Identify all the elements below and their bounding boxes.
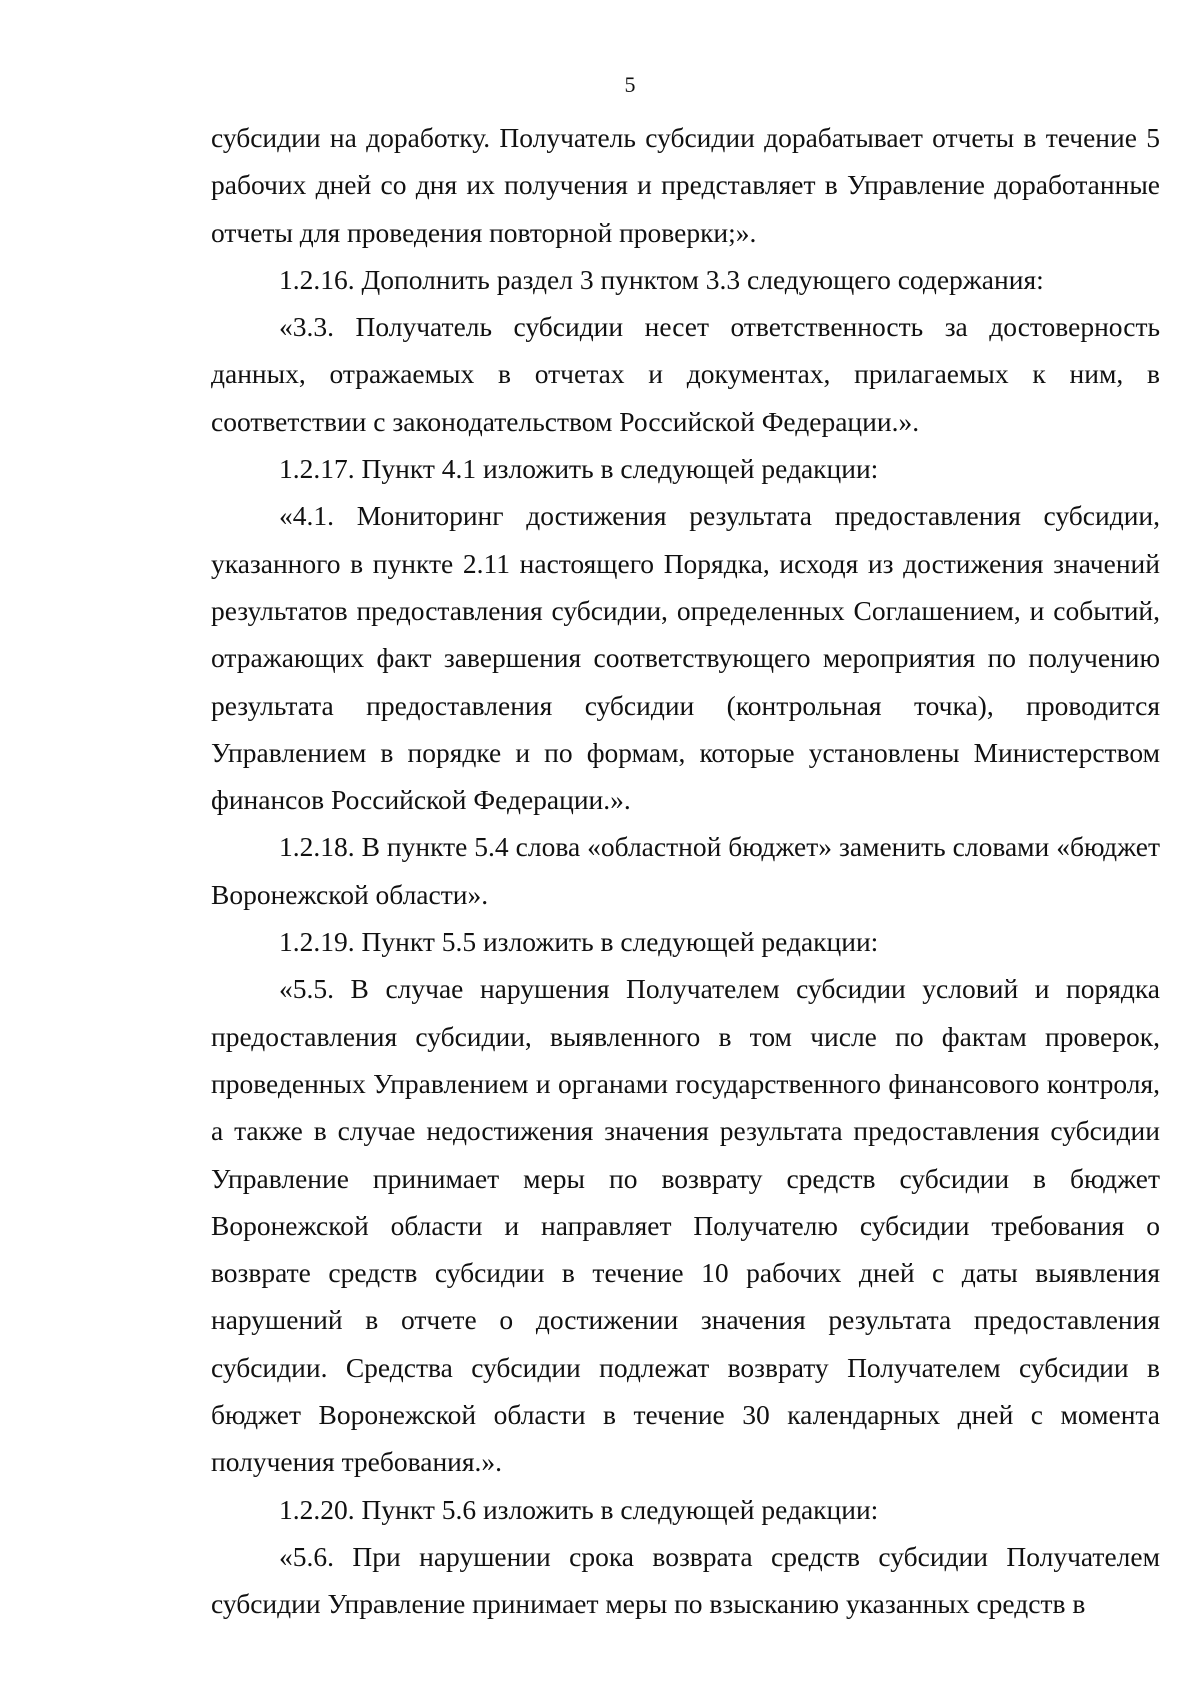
- paragraph: 1.2.19. Пункт 5.5 изложить в следующей редакции:: [279, 926, 879, 958]
- page-number: 5: [624, 72, 636, 97]
- paragraph: «5.5. В случае нарушения Получателем субсидии условий и порядка предоставления субсидии, выявленного в том числе по фактам проверок, проведенных Управлением и органами государственного финансового контроля, а также в случае недостижения значения результата предоставления субсидии Управление принимает меры по возврату средств субсидии в бюджет Воронежской области и направляет Получателю субсидии требования о возврате средств субсидии в течение 10 рабочих дней с даты выявления нарушений в отчете о достижении значения результата предоставления субсидии. Средства субсидии подлежат возврату Получателем субсидии в бюджет Воронежской области в течение 30 календарных дней с момента получения требования.».: [211, 973, 1160, 1478]
- paragraph: 1.2.18. В пункте 5.4 слова «областной бюджет» заменить словами «бюджет Воронежской области».: [211, 831, 1160, 910]
- paragraph: 1.2.16. Дополнить раздел 3 пунктом 3.3 следующего содержания:: [279, 263, 1044, 295]
- document-body: [211, 114, 1160, 1628]
- paragraph: «4.1. Мониторинг достижения результата предоставления субсидии, указанного в пункте 2.11 настоящего Порядка, исходя из достижения значений результатов предоставления субсидии, определенных Соглашением, и событий, отражающих факт завершения соответствующего мероприятия по получению результата предоставления субсидии (контрольная точка), проводится Управлением в порядке и по формам, которые установлены Министерством финансов Российской Федерации.».: [211, 500, 1160, 816]
- paragraph: субсидии на доработку. Получатель субсидии дорабатывает отчеты в течение 5 рабочих дней со дня их получения и представляет в Управление доработанные отчеты для проведения повторной проверки;».: [211, 122, 1160, 248]
- paragraph: «5.6. При нарушении срока возврата средств субсидии Получателем субсидии Управление принимает меры по взысканию указанных средств в: [211, 1540, 1160, 1620]
- paragraph: «3.3. Получатель субсидии несет ответственность за достоверность данных, отражаемых в отчетах и документах, прилагаемых к ним, в соответствии с законодательством Российской Федерации.».: [211, 311, 1160, 437]
- paragraph: 1.2.17. Пункт 4.1 изложить в следующей редакции:: [279, 453, 879, 485]
- paragraph: 1.2.20. Пункт 5.6 изложить в следующей редакции:: [279, 1493, 879, 1525]
